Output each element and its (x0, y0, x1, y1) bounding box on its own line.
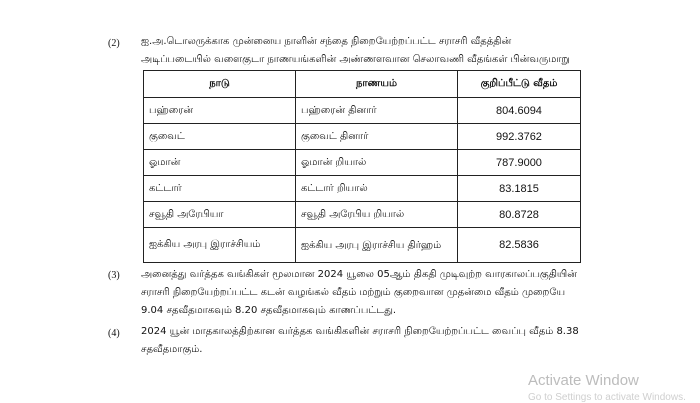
cell-rate: 804.6094 (458, 98, 581, 124)
table-header-row (144, 71, 581, 98)
section-4-text (141, 323, 579, 359)
activate-windows-watermark-subtitle: Go to Settings to activate Windows. (528, 392, 686, 403)
cell-rate: 992.3762 (458, 124, 581, 150)
cell-country: ஐக்கிய அரபு இராச்சியம் (144, 228, 296, 263)
section-4-line-1: 2024 யூன் மாதகாலத்திற்கான வர்த்தக வங்கிகளின் சராசரி நிறையேற்றப்பட்ட வைப்பு வீதம் 8.38 (141, 326, 579, 337)
cell-currency: ஓமான் றியால் (296, 150, 458, 176)
section-2-line-2: அடிப்படையில் வளைகுடா நாணயங்களின் அண்ணளவான செலாவணி வீதங்கள் பின்வருமாறு (141, 54, 570, 65)
cell-country: கட்டார் (144, 176, 296, 202)
section-3-number: (3) (108, 270, 120, 281)
section-2-line-1: ஐ.அ.டொலருக்காக முன்னைய நாளின் சந்தை நிறையேற்றப்பட்ட சராசரி வீதத்தின் (141, 36, 512, 47)
cell-country: சவூதி அரேபியா (144, 202, 296, 228)
cell-currency: கட்டார் றியால் (296, 176, 458, 202)
header-rate: குறிப்பீட்டு வீதம் (458, 71, 581, 98)
activate-windows-watermark: Activate Window (528, 372, 639, 389)
section-4-line-2: சதவீதமாகும். (141, 344, 203, 355)
table-row (144, 150, 581, 176)
gulf-currency-rate-table (143, 70, 581, 263)
cell-rate: 787.9000 (458, 150, 581, 176)
cell-country: குவைட் (144, 124, 296, 150)
header-currency: நாணயம் (296, 71, 458, 98)
cell-country: ஓமான் (144, 150, 296, 176)
section-2-number: (2) (108, 38, 120, 49)
section-4-number: (4) (108, 328, 120, 339)
cell-currency: ஐக்கிய அரபு இராச்சிய திர்ஹம் (296, 228, 458, 263)
section-3-line-2: சராசரி நிறையேற்றப்பட்ட கடன் வழங்கல் வீதம் மற்றும் குறைவான முதன்மை வீதம் முறையே (141, 287, 566, 298)
section-3-line-1: அனைத்து வர்த்தக வங்கிகள் மூலமான 2024 யூலை 05ஆம் திகதி முடிவுற்ற வாரகாலப்பகுதியின் (141, 269, 577, 280)
table-row (144, 98, 581, 124)
cell-currency: குவைட் தினார் (296, 124, 458, 150)
table-row (144, 176, 581, 202)
section-3-line-3: 9.04 சதவீதமாகவும் 8.20 சதவீதமாகவும் காணப்பட்டது. (141, 305, 397, 316)
cell-country: பஹ்ரைன் (144, 98, 296, 124)
header-country: நாடு (144, 71, 296, 98)
table-row (144, 124, 581, 150)
section-2-text (141, 33, 570, 69)
table-row (144, 202, 581, 228)
table-row (144, 228, 581, 263)
cell-rate: 80.8728 (458, 202, 581, 228)
cell-rate: 82.5836 (458, 228, 581, 263)
cell-currency: பஹ்ரைன் தினார் (296, 98, 458, 124)
cell-currency: சவூதி அரேபிய றியால் (296, 202, 458, 228)
cell-rate: 83.1815 (458, 176, 581, 202)
section-3-text (141, 266, 577, 320)
